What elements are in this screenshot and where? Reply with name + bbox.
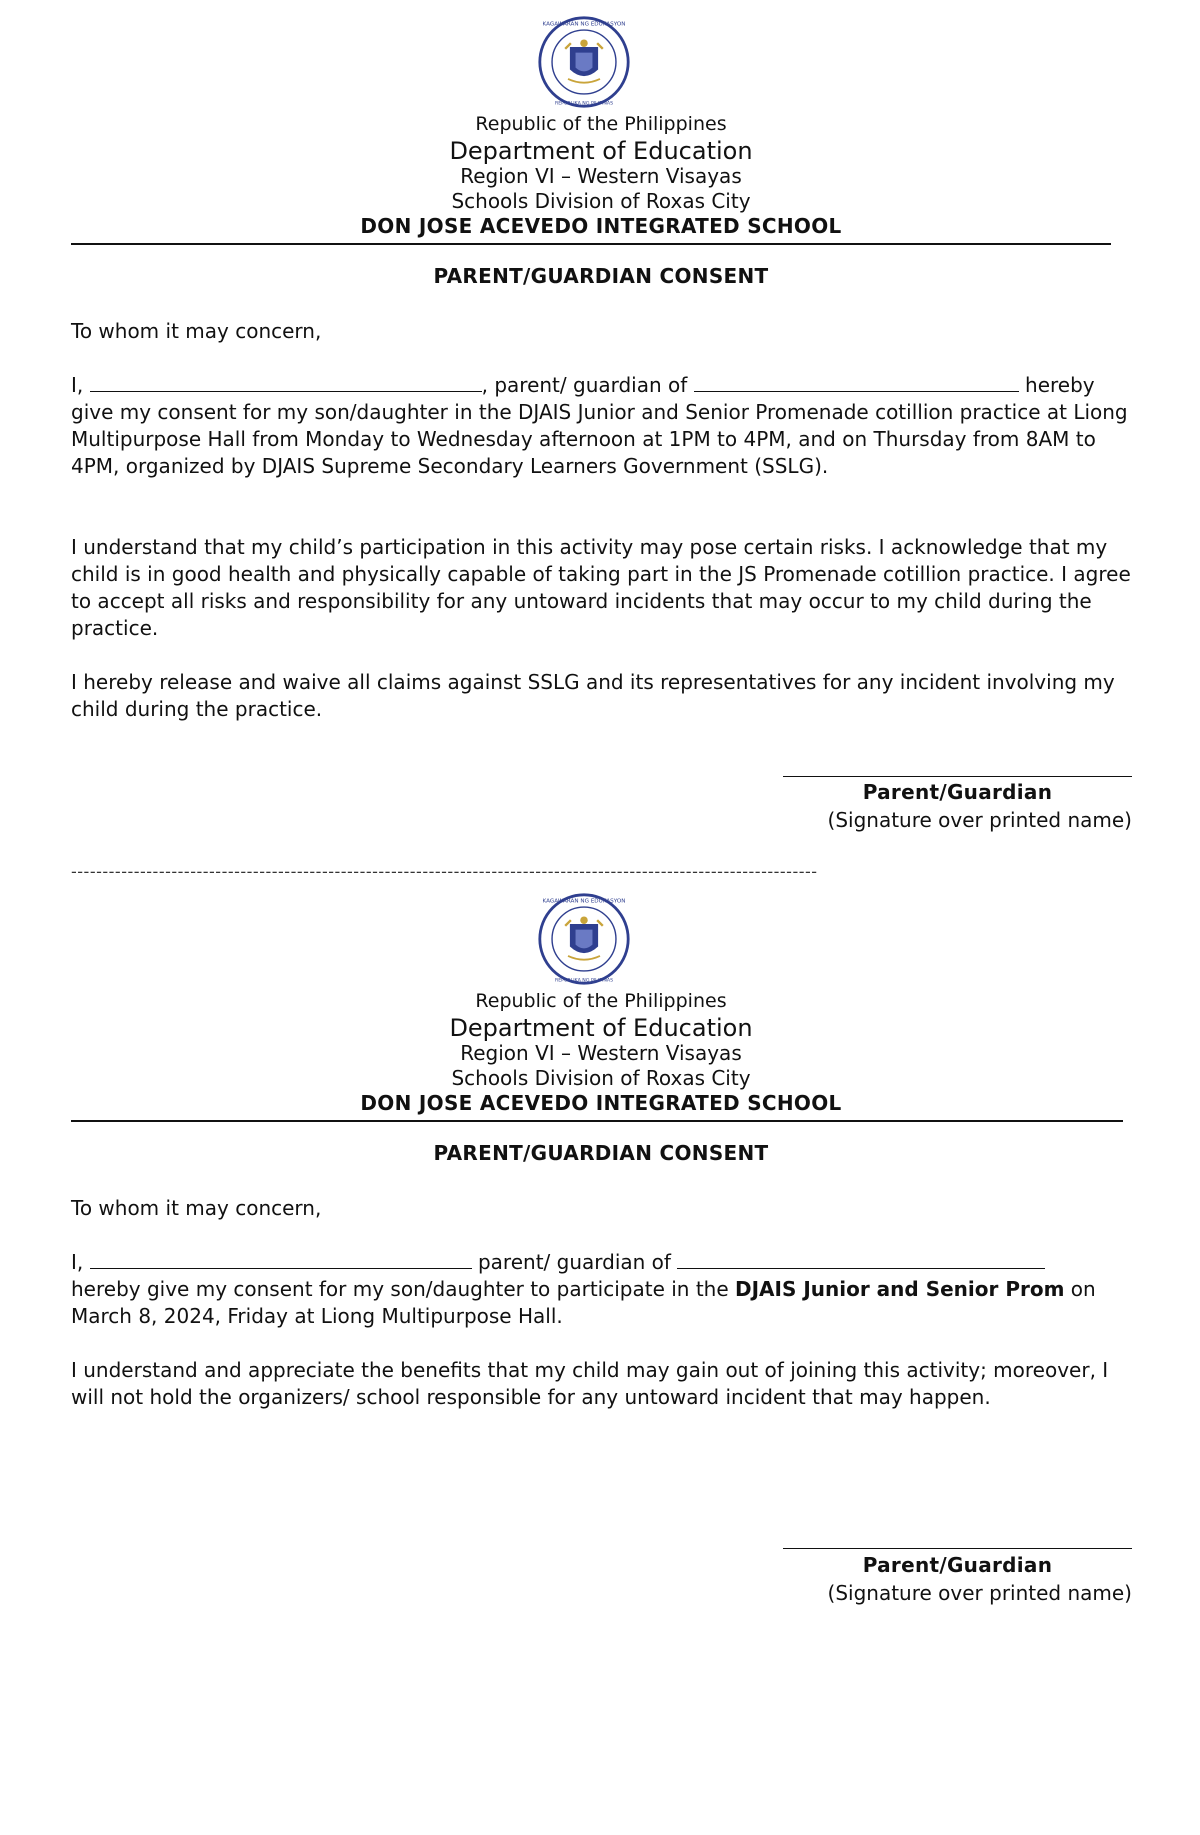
consent-paragraph-2: I understand and appreciate the benefits that my child may gain out of joining this activity; moreover, I will not hold the organizers/ school responsible for any untoward incident that may happen. (71, 1358, 1109, 1409)
header-rule (71, 243, 1111, 245)
consent-paragraph-1: I, , parent/ guardian of hereby give my consent for my son/daughter in the DJAIS Junior and Senior Promenade cotillion practice at Liong Multipurpose Hall from Monday to Wednesday afternoon at 1PM to 4PM, and on Thursday from 8AM to 4PM, organized by DJAIS Supreme Secondary Learners Government (SSLG). (71, 373, 1128, 478)
signature-line[interactable] (783, 1548, 1132, 1549)
header-region: Region VI – Western Visayas (460, 164, 742, 188)
signature-role: Parent/Guardian (862, 1553, 1053, 1577)
signature-note: (Signature over printed name) (827, 808, 1132, 832)
header-school: DON JOSE ACEVEDO INTEGRATED SCHOOL (360, 1091, 842, 1115)
header-department: Department of Education (449, 1014, 753, 1042)
salutation: To whom it may concern, (71, 319, 322, 343)
child-name-field[interactable] (677, 1250, 1045, 1269)
svg-text:KAGAWARAN NG EDUKASYON: KAGAWARAN NG EDUKASYON (542, 21, 626, 28)
deped-seal-icon (537, 892, 631, 986)
header-republic: Republic of the Philippines (475, 990, 727, 1012)
parent-name-field[interactable] (90, 1250, 472, 1269)
salutation: To whom it may concern, (71, 1196, 322, 1220)
form-title: PARENT/GUARDIAN CONSENT (433, 264, 769, 288)
signature-role: Parent/Guardian (862, 780, 1053, 804)
svg-text:KAGAWARAN NG EDUKASYON: KAGAWARAN NG EDUKASYON (542, 898, 626, 905)
header-division: Schools Division of Roxas City (451, 1066, 751, 1090)
header-republic: Republic of the Philippines (475, 113, 727, 135)
header-division: Schools Division of Roxas City (451, 189, 751, 213)
signature-note: (Signature over printed name) (827, 1581, 1132, 1605)
consent-paragraph-3: I hereby release and waive all claims against SSLG and its representatives for any incident involving my child during the practice. (71, 670, 1115, 721)
header-department: Department of Education (449, 137, 753, 165)
consent-paragraph-2: I understand that my child’s participation in this activity may pose certain risks. I acknowledge that my child is in good health and physically capable of taking part in the JS Promenade cotillion practice. I agree to accept all risks and responsibility for any untoward incidents that may occur to my child during the practice. (71, 535, 1131, 640)
svg-text:REPUBLIKA NG PILIPINAS: REPUBLIKA NG PILIPINAS (554, 978, 614, 984)
header-region: Region VI – Western Visayas (460, 1041, 742, 1065)
cut-line-divider: ----------------------------------------------------------------------------------------------------------------------- (71, 862, 818, 881)
parent-name-field[interactable] (90, 373, 482, 392)
deped-seal-icon (537, 15, 631, 109)
header-school: DON JOSE ACEVEDO INTEGRATED SCHOOL (360, 214, 842, 238)
svg-text:REPUBLIKA NG PILIPINAS: REPUBLIKA NG PILIPINAS (554, 101, 614, 107)
child-name-field[interactable] (694, 373, 1019, 392)
signature-line[interactable] (783, 776, 1132, 777)
form-title: PARENT/GUARDIAN CONSENT (433, 1141, 769, 1165)
consent-paragraph-1: I, parent/ guardian of hereby give my consent for my son/daughter to participate in the DJAIS Junior and Senior Prom on March 8, 2024, Friday at Liong Multipurpose Hall. (71, 1250, 1096, 1328)
header-rule (71, 1120, 1123, 1122)
